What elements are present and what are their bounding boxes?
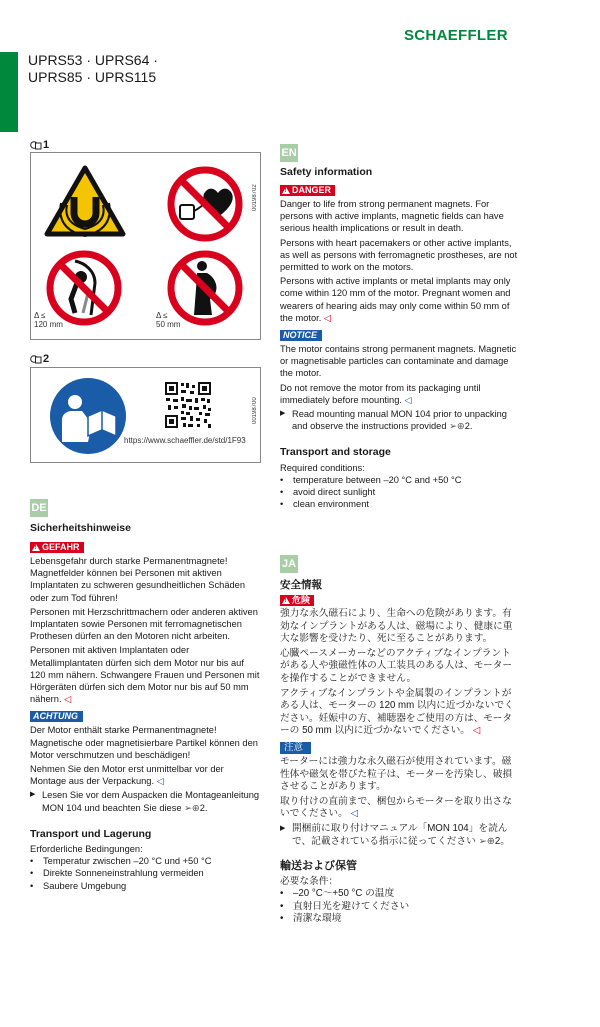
ja-notice-text-1: モーターには強力な永久磁石が使用されています。磁性体や磁気を帯びた粒子は、モーターを汚染し、破損させることがあります。 xyxy=(280,755,513,793)
en-transport-heading: Transport and storage xyxy=(280,446,391,459)
figure-2-code: 00198700 xyxy=(252,397,258,424)
bullet-icon: • xyxy=(280,888,284,900)
book-icon xyxy=(30,354,42,364)
ja-danger-badge xyxy=(280,595,314,606)
list-item xyxy=(280,486,520,498)
measure-50 xyxy=(156,311,180,329)
en-notice-text-2: Do not remove the motor from its packaging until immediately before mounting. xyxy=(280,382,481,405)
step-arrow-icon: ▶ xyxy=(30,791,36,799)
ja-step-text: 開梱前に取り付けマニュアル「MON 104」を読んで、記載されている指示に従ってください xyxy=(292,822,508,847)
end-marker-icon: ◁ xyxy=(347,808,358,820)
en-danger-badge xyxy=(280,185,335,196)
en-danger-label: DANGER xyxy=(292,185,332,195)
warning-triangle-icon xyxy=(32,544,40,551)
ja-notice-text-2: 取り付けの直前まで、梱包からモーターを取り出さないでください。 xyxy=(280,795,512,820)
de-transport-heading: Transport und Lagerung xyxy=(30,827,152,840)
en-step-text: Read mounting manual MON 104 prior to unpacking and observe the instructions provided xyxy=(292,409,507,432)
ja-transport-item-3: 清潔な環境 xyxy=(293,913,342,925)
warning-triangle-icon xyxy=(282,187,290,194)
figure-1-label xyxy=(30,139,49,151)
figure-ref-icon: ➢⊕ xyxy=(478,835,495,847)
de-danger-text-2: Personen mit Herzschrittmachern oder anderen aktiven Implantaten sowie Personen mit ferromagnetischen Prothesen dürfen an den Motoren nicht arbeiten. xyxy=(30,606,258,642)
de-danger-text-1: Lebensgefahr durch starke Permanentmagnete! Magnetfelder können bei Personen mit aktiven Implantaten zu schweren gesundheitlichen Schäden oder zum Tod führen! xyxy=(30,556,246,603)
de-transport-item-2: Direkte Sonneneinstrahlung vermeiden xyxy=(43,868,204,879)
de-content xyxy=(30,541,260,892)
brand-logo: SCHAEFFLER xyxy=(404,27,508,44)
de-transport-intro: Erforderliche Bedingungen: xyxy=(30,844,143,855)
en-transport-item-1: temperature between –20 °C and +50 °C xyxy=(293,474,462,485)
bullet-icon: • xyxy=(30,856,34,867)
de-heading: Sicherheitshinweise xyxy=(30,522,131,534)
figure-2-number: 2 xyxy=(43,353,50,365)
figure-2-box xyxy=(30,367,261,463)
warning-triangle-icon xyxy=(282,597,290,604)
ja-step xyxy=(280,823,520,848)
end-marker-icon: ◁ xyxy=(470,725,481,737)
figure-1-box xyxy=(30,152,261,340)
title-line-2: UPRS85 · UPRS115 xyxy=(28,69,157,85)
de-danger-text-3: Personen mit aktiven Implantaten oder Metallimplantaten dürfen sich dem Motor nur bis auf 120 mm nähern. Schwangere Frauen und Personen mit Hörgeräten dürfen sich dem Motor nur bis auf 50 mm nähern. xyxy=(30,645,260,705)
en-transport-item-3: clean environment xyxy=(293,499,369,510)
measure-120-symbol: Δ ≤ xyxy=(34,311,46,320)
en-step-ref: 2. xyxy=(464,421,473,432)
en-notice-badge: NOTICE xyxy=(280,330,322,341)
end-marker-icon: ◁ xyxy=(61,694,72,705)
de-transport-item-1: Temperatur zwischen –20 °C und +50 °C xyxy=(43,856,212,867)
end-marker-icon: ◁ xyxy=(321,312,332,323)
en-step xyxy=(280,408,520,432)
bullet-icon: • xyxy=(30,868,34,879)
figure-1-code: 00198702 xyxy=(252,184,258,211)
figure-ref-icon: ➢⊕ xyxy=(184,802,200,813)
ja-transport-item-1: –20 °C～+50 °C の温度 xyxy=(293,888,395,900)
ja-danger-text-2: 心臓ペースメーカーなどのアクティブなインプラントがある人や強磁性体の人工装具のある人は、モーターを操作することができません。 xyxy=(280,647,513,684)
de-step xyxy=(30,789,260,813)
list-item xyxy=(280,913,520,926)
measure-50-symbol: Δ ≤ xyxy=(156,311,168,320)
de-danger-label: GEFAHR xyxy=(42,542,80,552)
end-marker-icon: ◁ xyxy=(401,394,412,405)
en-notice-text-1: The motor contains strong permanent magnets. Magnetic or magnetisable particles can contaminate and damage the motor. xyxy=(280,344,517,379)
de-step-ref: 2. xyxy=(199,802,208,813)
ja-transport-item-2: 直射日光を避けてください xyxy=(293,900,410,912)
measure-120 xyxy=(34,311,63,329)
brand-sidebar-bar xyxy=(0,52,18,132)
ja-transport-heading: 輸送および保管 xyxy=(280,860,357,873)
ja-notice-badge: 注意 xyxy=(280,742,311,754)
list-item xyxy=(280,474,520,486)
measure-120-value: 120 mm xyxy=(34,320,63,329)
list-item xyxy=(280,498,520,510)
figure-2-label xyxy=(30,353,49,365)
de-danger-badge xyxy=(30,542,84,553)
list-item xyxy=(280,901,520,914)
figure-1-number: 1 xyxy=(43,139,50,151)
ja-heading: 安全情報 xyxy=(280,579,322,591)
de-notice-text-1: Der Motor enthält starke Permanentmagnete! Magnetische oder magnetisierbare Partikel können den Motor verschmutzen und beschädigen! xyxy=(30,725,258,760)
step-arrow-icon: ▶ xyxy=(280,410,286,418)
bullet-icon: • xyxy=(280,900,284,912)
figure-ref-icon: ➢⊕ xyxy=(449,421,465,432)
de-step-text: Lesen Sie vor dem Auspacken die Montageanleitung MON 104 und beachten Sie diese xyxy=(42,790,260,813)
ja-danger-text-3: アクティブなインプラントや金属製のインプラントがある人は、モーターの 120 mm 以内に近づかないでください。妊娠中の方、補聴器をご使用の方は、モーターの 50 mm 以内に近づかないでください。 xyxy=(280,687,514,737)
lang-tag-de: DE xyxy=(30,499,48,517)
en-transport-intro: Required conditions: xyxy=(280,462,365,473)
de-notice-text-2: Nehmen Sie den Motor erst unmittelbar vor der Montage aus der Verpackung. xyxy=(30,764,224,787)
ja-danger-text-1: 強力な永久磁石により、生命への危険があります。有効なインプラントがある人は、磁場により、健康に重大な影響を受けたり、死に至ることがあります。 xyxy=(280,608,513,645)
bullet-icon: • xyxy=(30,880,34,891)
end-marker-icon: ◁ xyxy=(154,776,164,787)
en-transport-item-2: avoid direct sunlight xyxy=(293,487,376,498)
page-title xyxy=(28,52,158,86)
list-item xyxy=(30,867,260,879)
book-icon xyxy=(30,140,42,150)
en-danger-text-3: Persons with active implants or metal implants may only come within 120 mm of the motor. Pregnant women and wearers of hearing aids may only come within 50 mm of the motor. xyxy=(280,276,511,323)
bullet-icon: • xyxy=(280,913,284,925)
ja-content xyxy=(280,595,520,926)
no-pacemaker-icon xyxy=(166,165,244,243)
en-danger-text-2: Persons with heart pacemakers or other active implants, as well as persons with ferromagnetic prostheses, are not permitted to work on the motors. xyxy=(280,237,518,273)
list-item xyxy=(280,888,520,901)
de-notice-badge: ACHTUNG xyxy=(30,711,83,722)
en-danger-text-1: Danger to life from strong permanent magnets. For persons with active implants, magnetic fields can have serious health implications or result in death. xyxy=(280,199,504,234)
ja-danger-label: 危険 xyxy=(292,595,311,605)
step-arrow-icon: ▶ xyxy=(280,824,286,832)
bullet-icon: • xyxy=(280,499,284,510)
measure-50-value: 50 mm xyxy=(156,320,181,329)
read-manual-icon xyxy=(48,376,128,456)
bullet-icon: • xyxy=(280,487,284,498)
qr-code-icon xyxy=(164,381,212,429)
ja-transport-intro: 必要な条件： xyxy=(280,875,339,887)
title-line-1: UPRS53 · UPRS64 · xyxy=(28,52,158,68)
de-transport-item-3: Saubere Umgebung xyxy=(43,880,127,891)
list-item xyxy=(30,880,260,892)
lang-tag-ja: JA xyxy=(280,555,298,573)
list-item xyxy=(30,855,260,867)
figure-2-url: https://www.schaeffler.de/std/1F93 xyxy=(124,436,246,445)
en-content xyxy=(280,184,520,510)
magnetic-field-warning-icon xyxy=(44,165,126,237)
bullet-icon: • xyxy=(280,474,284,485)
ja-step-ref: 2。 xyxy=(494,835,510,847)
lang-tag-en: EN xyxy=(280,144,298,162)
en-heading: Safety information xyxy=(280,166,373,178)
